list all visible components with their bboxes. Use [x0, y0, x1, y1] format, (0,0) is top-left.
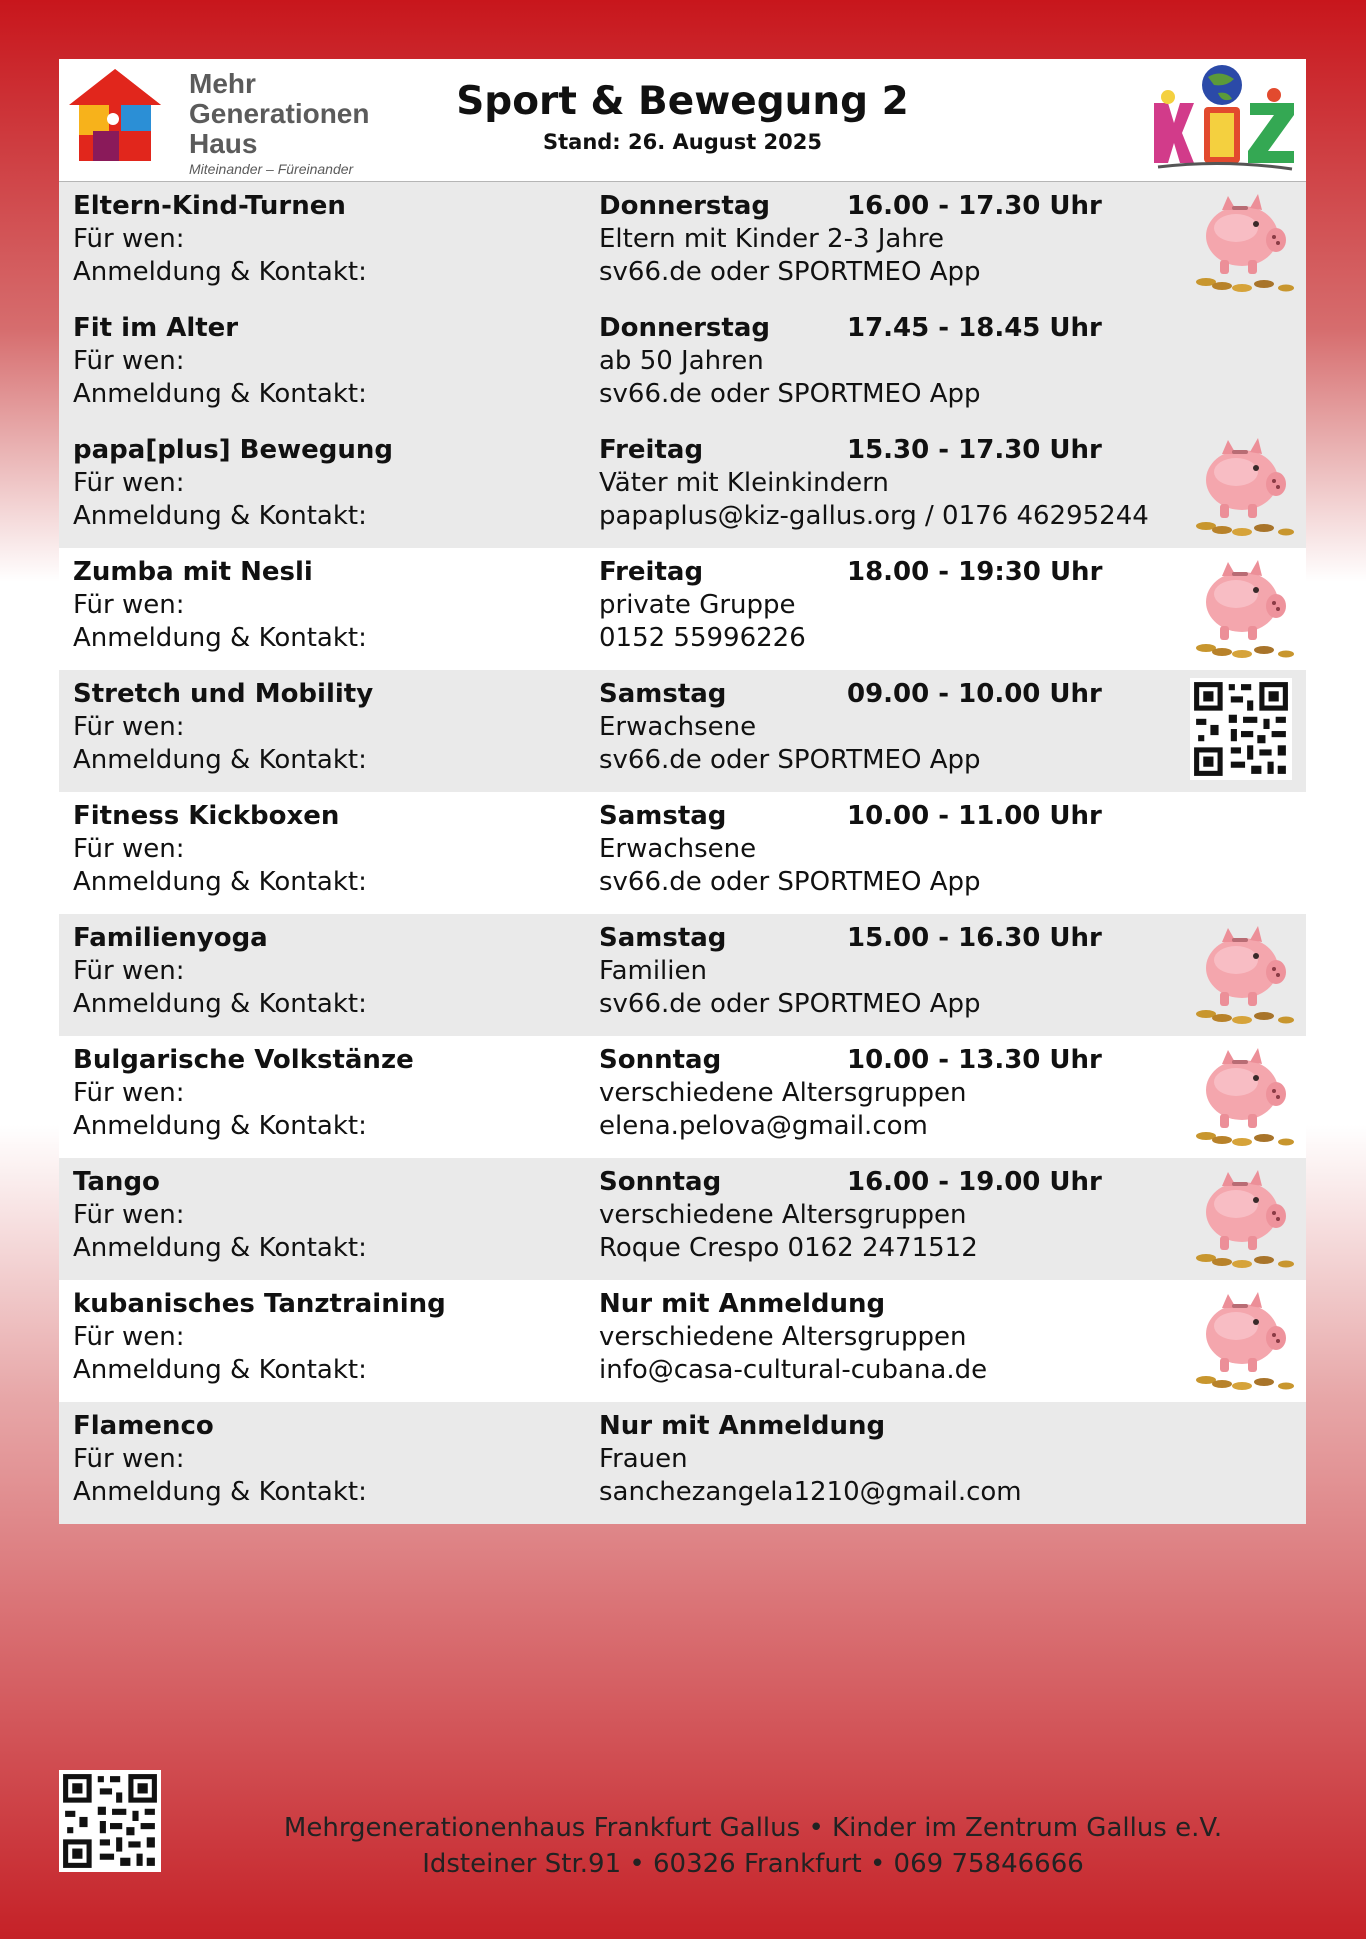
- activity-right: [599, 800, 1102, 899]
- label-fuer-wen: Für wen:: [73, 712, 185, 742]
- activity-name: Zumba mit Nesli: [73, 557, 313, 587]
- activity-time: 16.00 - 19.00 Uhr: [847, 1167, 1102, 1197]
- activity-contact: elena.pelova@gmail.com: [599, 1111, 928, 1141]
- activity-name: Bulgarische Volkstänze: [73, 1045, 414, 1075]
- activity-row: [59, 1402, 1306, 1524]
- activity-left: [73, 1288, 446, 1387]
- activity-left: [73, 312, 367, 411]
- activity-contact: sv66.de oder SPORTMEO App: [599, 257, 981, 287]
- activity-name: kubanisches Tanztraining: [73, 1289, 446, 1319]
- label-fuer-wen: Für wen:: [73, 590, 185, 620]
- activity-name: papa[plus] Bewegung: [73, 435, 393, 465]
- activity-time: 10.00 - 11.00 Uhr: [847, 801, 1102, 831]
- activity-day: Samstag: [599, 801, 727, 831]
- stand-date: Stand: 26. August 2025: [542, 130, 823, 154]
- label-anmeldung: Anmeldung & Kontakt:: [73, 1233, 367, 1263]
- activity-right: [599, 1288, 987, 1387]
- label-anmeldung: Anmeldung & Kontakt:: [73, 257, 367, 287]
- activity-left: [73, 1044, 414, 1143]
- activity-row: [59, 426, 1306, 548]
- activity-audience: Familien: [599, 956, 707, 986]
- activity-name: Familienyoga: [73, 923, 268, 953]
- activity-audience: verschiedene Altersgruppen: [599, 1322, 967, 1352]
- activity-row: [59, 548, 1306, 670]
- activity-day: Freitag: [599, 435, 704, 465]
- activity-left: [73, 1166, 367, 1265]
- activity-name: Fit im Alter: [73, 313, 239, 343]
- activity-row: [59, 1158, 1306, 1280]
- activity-audience: Väter mit Kleinkindern: [599, 468, 889, 498]
- activity-name: Stretch und Mobility: [73, 679, 374, 709]
- label-fuer-wen: Für wen:: [73, 1078, 185, 1108]
- activity-name: Flamenco: [73, 1411, 214, 1441]
- activity-audience: verschiedene Altersgruppen: [599, 1078, 967, 1108]
- label-anmeldung: Anmeldung & Kontakt:: [73, 1355, 367, 1385]
- footer-line-2: Idsteiner Str.91 • 60326 Frankfurt • 069 75846666: [422, 1849, 1084, 1879]
- footer: [140, 1810, 1366, 1882]
- piggy-bank-icon: [1192, 1282, 1298, 1398]
- activity-audience: Eltern mit Kinder 2-3 Jahre: [599, 224, 944, 254]
- piggy-bank-icon: [1192, 550, 1298, 666]
- activity-contact: Roque Crespo 0162 2471512: [599, 1233, 978, 1263]
- label-anmeldung: Anmeldung & Kontakt:: [73, 867, 367, 897]
- label-anmeldung: Anmeldung & Kontakt:: [73, 1111, 367, 1141]
- activity-day: Samstag: [599, 679, 727, 709]
- label-anmeldung: Anmeldung & Kontakt:: [73, 1477, 367, 1507]
- kiz-logo-icon: [1148, 63, 1298, 177]
- activity-time: 09.00 - 10.00 Uhr: [847, 679, 1102, 709]
- page-title: Sport & Bewegung 2: [456, 79, 909, 124]
- activity-right: [599, 678, 1102, 777]
- activity-audience: verschiedene Altersgruppen: [599, 1200, 967, 1230]
- activity-left: [73, 190, 367, 289]
- activity-name: Eltern-Kind-Turnen: [73, 191, 346, 221]
- activity-right: [599, 190, 1102, 289]
- activity-contact: info@casa-cultural-cubana.de: [599, 1355, 988, 1385]
- activity-right: [599, 312, 1102, 411]
- label-fuer-wen: Für wen:: [73, 224, 185, 254]
- activity-day: Donnerstag: [599, 191, 770, 221]
- activity-contact: sv66.de oder SPORTMEO App: [599, 379, 981, 409]
- activity-row: [59, 914, 1306, 1036]
- activity-day: Donnerstag: [599, 313, 770, 343]
- activity-audience: ab 50 Jahren: [599, 346, 764, 376]
- activity-contact: sanchezangela1210@gmail.com: [599, 1477, 1022, 1507]
- piggy-bank-icon: [1192, 1038, 1298, 1154]
- mehrgenerationenhaus-logo: [65, 65, 370, 180]
- activity-contact: papaplus@kiz-gallus.org / 0176 46295244: [599, 501, 1149, 531]
- activity-time: 15.00 - 16.30 Uhr: [847, 923, 1102, 953]
- activity-time: 18.00 - 19:30 Uhr: [847, 557, 1103, 587]
- label-anmeldung: Anmeldung & Kontakt:: [73, 623, 367, 653]
- qr-code-icon[interactable]: [1190, 678, 1292, 780]
- logo-tagline: Miteinander – Füreinander: [189, 161, 354, 177]
- logo-text: [189, 69, 369, 177]
- activity-time: 17.45 - 18.45 Uhr: [847, 313, 1102, 343]
- activity-contact: 0152 55996226: [599, 623, 806, 653]
- logo-line-2: Generationen: [189, 98, 370, 129]
- activity-left: [73, 556, 367, 655]
- activity-right: [599, 1410, 1022, 1509]
- program-sheet: [59, 59, 1306, 1524]
- activity-day: Samstag: [599, 923, 727, 953]
- activity-name: Tango: [73, 1167, 160, 1197]
- activity-left: [73, 1410, 367, 1509]
- activity-right: [599, 922, 1102, 1021]
- label-anmeldung: Anmeldung & Kontakt:: [73, 501, 367, 531]
- label-fuer-wen: Für wen:: [73, 346, 185, 376]
- piggy-bank-icon: [1192, 428, 1298, 544]
- label-fuer-wen: Für wen:: [73, 1444, 185, 1474]
- activity-name: Fitness Kickboxen: [73, 801, 340, 831]
- activity-time: 15.30 - 17.30 Uhr: [847, 435, 1102, 465]
- activity-day: Sonntag: [599, 1045, 722, 1075]
- activity-right: [599, 434, 1149, 533]
- activity-left: [73, 922, 367, 1021]
- label-fuer-wen: Für wen:: [73, 956, 185, 986]
- title-block: [359, 79, 1006, 154]
- label-fuer-wen: Für wen:: [73, 834, 185, 864]
- piggy-bank-icon: [1192, 916, 1298, 1032]
- label-fuer-wen: Für wen:: [73, 1200, 185, 1230]
- header: [59, 59, 1306, 182]
- activity-row: [59, 792, 1306, 914]
- activity-left: [73, 678, 373, 777]
- logo-line-1: Mehr: [189, 68, 256, 99]
- activity-row: [59, 1036, 1306, 1158]
- label-anmeldung: Anmeldung & Kontakt:: [73, 745, 367, 775]
- activity-audience: Frauen: [599, 1444, 688, 1474]
- label-anmeldung: Anmeldung & Kontakt:: [73, 989, 367, 1019]
- activity-right: [599, 556, 1102, 655]
- footer-line-1: Mehrgenerationenhaus Frankfurt Gallus • Kinder im Zentrum Gallus e.V.: [283, 1813, 1223, 1843]
- logo-line-3: Haus: [189, 128, 258, 159]
- activity-right: [599, 1044, 1102, 1143]
- activity-time: 10.00 - 13.30 Uhr: [847, 1045, 1102, 1075]
- label-anmeldung: Anmeldung & Kontakt:: [73, 379, 367, 409]
- activity-contact: sv66.de oder SPORTMEO App: [599, 745, 981, 775]
- activity-contact: sv66.de oder SPORTMEO App: [599, 867, 981, 897]
- activity-day: Sonntag: [599, 1167, 722, 1197]
- label-fuer-wen: Für wen:: [73, 468, 185, 498]
- activity-right: [599, 1166, 1102, 1265]
- piggy-bank-icon: [1192, 184, 1298, 300]
- activity-audience: Erwachsene: [599, 834, 757, 864]
- piggy-bank-icon: [1192, 1160, 1298, 1276]
- activity-row: [59, 304, 1306, 426]
- activity-day: Freitag: [599, 557, 704, 587]
- activity-left: [73, 800, 367, 899]
- activity-left: [73, 434, 393, 533]
- activity-audience: Erwachsene: [599, 712, 757, 742]
- activity-day: Nur mit Anmeldung: [599, 1411, 886, 1441]
- label-fuer-wen: Für wen:: [73, 1322, 185, 1352]
- activity-row: [59, 670, 1306, 792]
- activity-audience: private Gruppe: [599, 590, 796, 620]
- house-puzzle-icon: [65, 65, 165, 165]
- activity-row: [59, 1280, 1306, 1402]
- activity-contact: sv66.de oder SPORTMEO App: [599, 989, 981, 1019]
- activity-row: [59, 182, 1306, 304]
- activity-time: 16.00 - 17.30 Uhr: [847, 191, 1102, 221]
- activity-day: Nur mit Anmeldung: [599, 1289, 886, 1319]
